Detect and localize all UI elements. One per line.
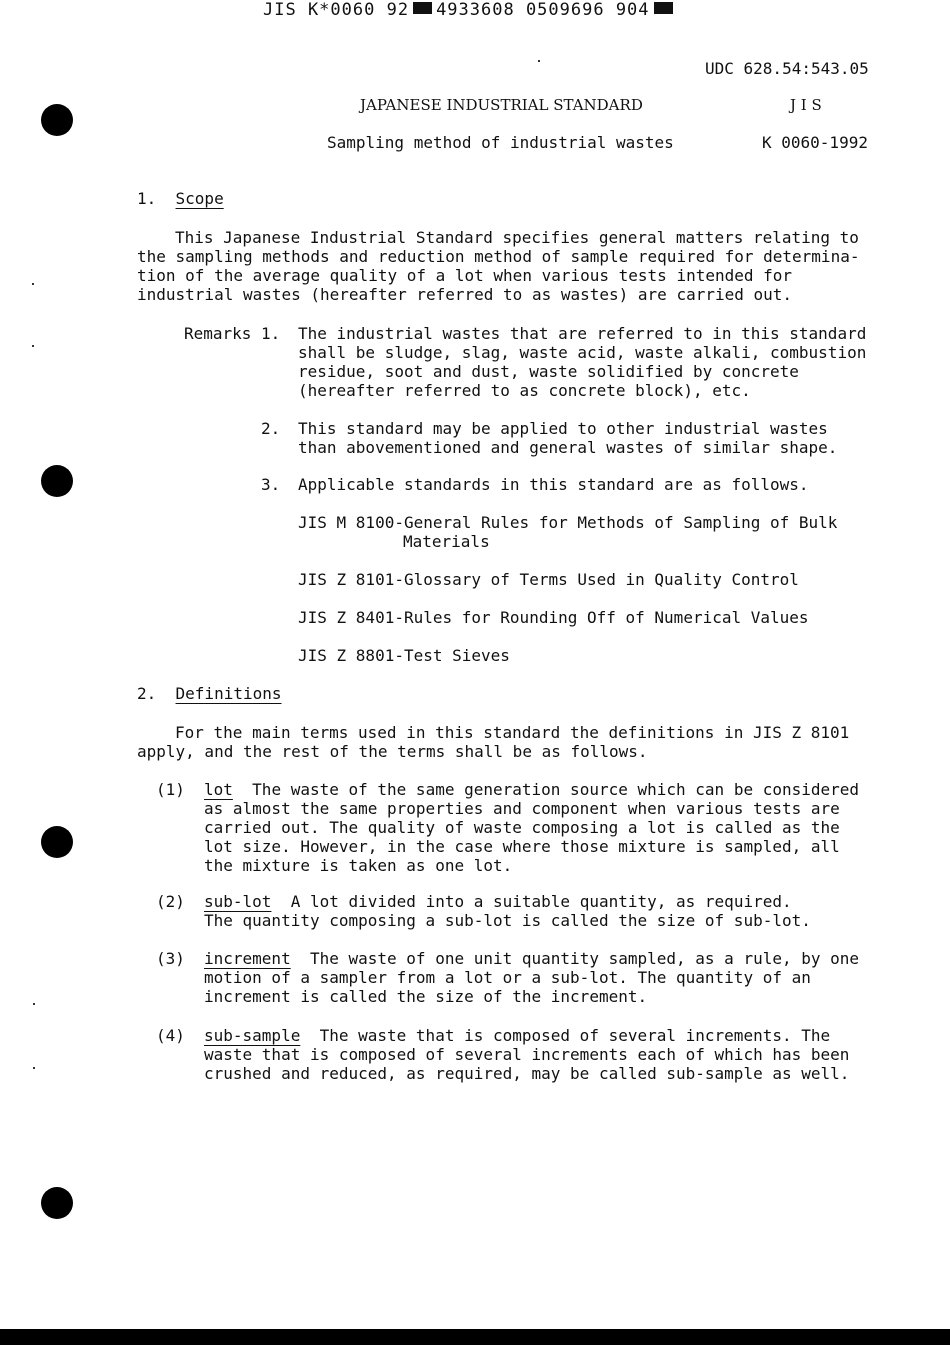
jis-label: J I S: [790, 96, 822, 114]
standard-reference: JIS Z 8101-Glossary of Terms Used in Quality Control: [298, 570, 799, 589]
standard-number: K 0060-1992: [762, 133, 868, 152]
black-square-mark: [413, 2, 432, 14]
definitions-line: For the main terms used in this standard the definitions in JIS Z 8101: [175, 723, 850, 742]
section-2-number: 2.: [137, 684, 157, 703]
standard-reference-continued: Materials: [403, 532, 490, 551]
punch-hole-mark: [41, 465, 73, 497]
punch-hole-mark: [41, 104, 73, 136]
term-line: carried out. The quality of waste composing a lot is called as the: [204, 818, 840, 837]
term-lot: lot: [204, 780, 233, 799]
scan-bottom-bar: [0, 1329, 950, 1345]
scan-speck: [33, 1003, 35, 1005]
scope-line: This Japanese Industrial Standard specifies general matters relating to: [175, 228, 859, 247]
standard-reference: JIS M 8100-General Rules for Methods of Sampling of Bulk: [298, 513, 838, 532]
term-sub-lot: sub-lot: [204, 892, 272, 911]
punch-hole-mark: [41, 1187, 73, 1219]
scope-line: industrial wastes (hereafter referred to as wastes) are carried out.: [137, 285, 793, 304]
document-code-right: 4933608 0509696 904: [436, 0, 650, 20]
term-1-first-line: lot The waste of the same generation source which can be considered: [204, 780, 860, 799]
remark-line: (hereafter referred to as concrete block), etc.: [298, 381, 751, 400]
term-line: waste that is composed of several increments each of which has been: [204, 1045, 850, 1064]
remark-3-number: 3.: [261, 475, 281, 494]
term-increment: increment: [204, 949, 291, 968]
section-2-title: Definitions: [175, 684, 282, 703]
term-4-first-line: sub-sample The waste that is composed of several increments. The: [204, 1026, 831, 1045]
definitions-line: apply, and the rest of the terms shall be as follows.: [137, 742, 648, 761]
remark-line: residue, soot and dust, waste solidified by concrete: [298, 362, 799, 381]
remark-line: shall be sludge, slag, waste acid, waste alkali, combustion: [298, 343, 867, 362]
term-sub-sample: sub-sample: [204, 1026, 301, 1045]
term-line: the mixture is taken as one lot.: [204, 856, 513, 875]
document-title: Sampling method of industrial wastes: [327, 133, 674, 152]
term-line: lot size. However, in the case where those mixture is sampled, all: [204, 837, 840, 856]
term-1-number: (1): [156, 780, 185, 799]
section-1-number: 1.: [137, 189, 157, 208]
term-line: The quantity composing a sub-lot is called the size of sub-lot.: [204, 911, 811, 930]
scope-line: the sampling methods and reduction method of sample required for determina-: [137, 247, 860, 266]
organization-title: JAPANESE INDUSTRIAL STANDARD: [360, 96, 643, 114]
term-line: increment is called the size of the increment.: [204, 987, 648, 1006]
term-line: as almost the same properties and component when various tests are: [204, 799, 840, 818]
section-1-title: Scope: [175, 189, 224, 208]
punch-hole-mark: [41, 826, 73, 858]
remark-line: This standard may be applied to other industrial wastes: [298, 419, 828, 438]
scan-speck: [538, 60, 540, 62]
document-code-left: JIS K*0060 92: [263, 0, 410, 20]
remark-line: The industrial wastes that are referred to in this standard: [298, 324, 867, 343]
remark-line: Applicable standards in this standard are as follows.: [298, 475, 809, 494]
scope-line: tion of the average quality of a lot when various tests intended for: [137, 266, 793, 285]
term-4-number: (4): [156, 1026, 185, 1045]
term-line: crushed and reduced, as required, may be called sub-sample as well.: [204, 1064, 850, 1083]
term-3-first-line: increment The waste of one unit quantity sampled, as a rule, by one: [204, 949, 860, 968]
remark-2-number: 2.: [261, 419, 281, 438]
scan-speck: [32, 345, 34, 347]
scan-speck: [33, 1067, 35, 1069]
scan-speck: [32, 283, 34, 285]
remark-line: than abovementioned and general wastes of similar shape.: [298, 438, 838, 457]
remarks-label: Remarks: [184, 324, 252, 343]
standard-reference: JIS Z 8801-Test Sieves: [298, 646, 510, 665]
standard-reference: JIS Z 8401-Rules for Rounding Off of Numerical Values: [298, 608, 809, 627]
term-line: motion of a sampler from a lot or a sub-lot. The quantity of an: [204, 968, 811, 987]
term-2-number: (2): [156, 892, 185, 911]
term-3-number: (3): [156, 949, 185, 968]
udc-number: UDC 628.54:543.05: [705, 59, 869, 78]
document-code-line: [263, 0, 677, 20]
section-2-heading: [137, 684, 282, 703]
black-square-mark: [654, 2, 673, 14]
section-1-heading: [137, 189, 224, 208]
term-2-first-line: sub-lot A lot divided into a suitable quantity, as required.: [204, 892, 792, 911]
remark-1-number: 1.: [261, 324, 281, 343]
